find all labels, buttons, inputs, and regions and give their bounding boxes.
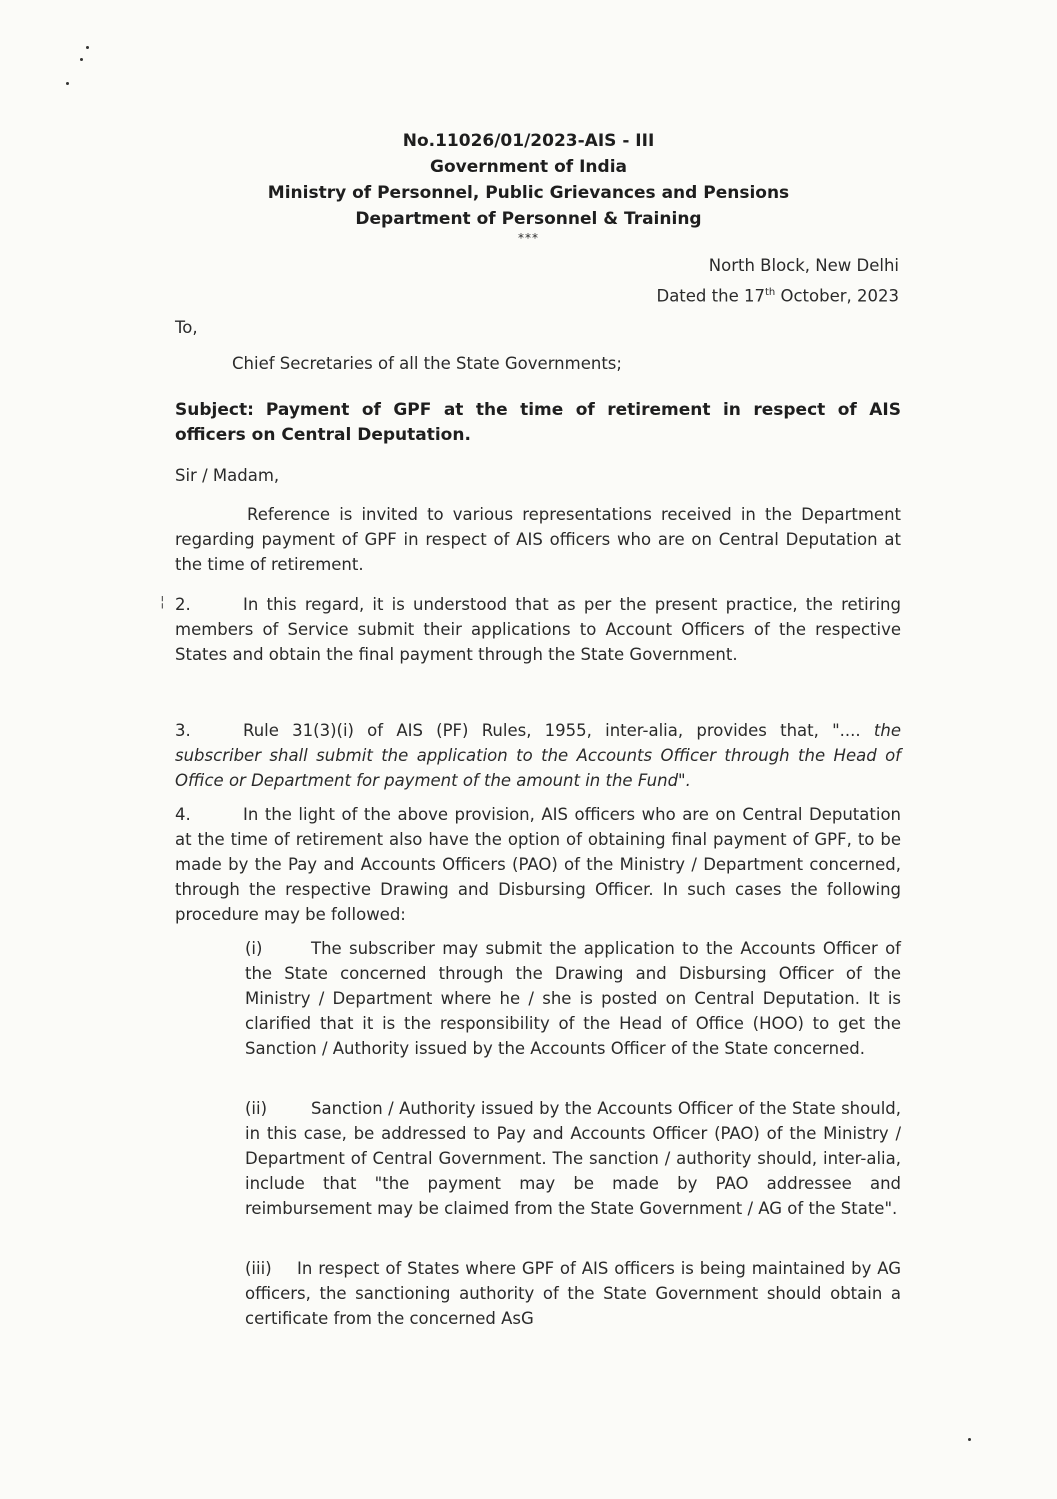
sub-point-iii: (iii) In respect of States where GPF of AIS officers is being maintained by AG officers, the sanctioning authority of the State Government should obtain a certificate from the concerned AsG bbox=[245, 1256, 901, 1331]
sub-point-number: (i) bbox=[245, 939, 263, 958]
department-name: Department of Personnel & Training bbox=[355, 209, 702, 229]
subject-label: Subject: bbox=[175, 400, 254, 420]
file-number: No.11026/01/2023-AIS - III bbox=[402, 131, 655, 151]
subject bbox=[175, 398, 901, 448]
paragraph-number: 3. bbox=[175, 721, 191, 740]
location: North Block, New Delhi bbox=[708, 256, 899, 275]
paragraph-number: 4. bbox=[175, 805, 191, 824]
sub-point-ii: (ii) Sanction / Authority issued by the Accounts Officer of the State should, in this case, be addressed to Pay and Accounts Officer (PAO) of the Ministry / Department of Central Government. The sanction / authority should, inter-alia, include that "the payment may be made by PAO addressee and reimbursement may be claimed from the State Government / AG of the State". bbox=[245, 1096, 901, 1221]
rule-quote: the subscriber shall submit the application to the Accounts Officer through the Head of Office or Department for payment of the amount in the Fund". bbox=[175, 721, 901, 790]
to-line: To, bbox=[175, 318, 198, 337]
subject-text: Payment of GPF at the time of retirement in respect of AIS officers on Central Deputation. bbox=[175, 400, 901, 445]
scan-speck bbox=[66, 82, 69, 85]
scan-speck bbox=[86, 46, 89, 49]
addressee: Chief Secretaries of all the State Governments; bbox=[232, 354, 622, 373]
paragraph-2: 2. In this regard, it is understood that as per the present practice, the retiring members of Service submit their applications to Account Officers of the respective States and obtain the final payment through the State Government. bbox=[175, 592, 901, 667]
paragraph-3: 3. Rule 31(3)(i) of AIS (PF) Rules, 1955, inter-alia, provides that, ".... the subscriber shall submit the application to the Accounts Officer through the Head of Office or Department for payment of the amount in the Fund". bbox=[175, 718, 901, 793]
date: Dated the 17th October, 2023 bbox=[656, 286, 899, 306]
sub-point-number: (iii) bbox=[245, 1259, 272, 1278]
ministry-name: Ministry of Personnel, Public Grievances and Pensions bbox=[267, 183, 790, 203]
header-separator: *** bbox=[518, 231, 539, 245]
sub-point-number: (ii) bbox=[245, 1099, 268, 1118]
scan-speck bbox=[968, 1438, 971, 1441]
paragraph-number: 2. bbox=[175, 595, 191, 614]
scan-speck bbox=[80, 58, 83, 61]
letter-header bbox=[0, 128, 1057, 244]
salutation: Sir / Madam, bbox=[175, 466, 280, 485]
place-date-block bbox=[656, 252, 899, 310]
government-name: Government of India bbox=[429, 157, 627, 177]
sub-point-i: (i) The subscriber may submit the application to the Accounts Officer of the State concerned through the Drawing and Disbursing Officer of the Ministry / Department where he / she is posted on Central Deputation. It is clarified that it is the responsibility of the Head of Office (HOO) to get the Sanction / Authority issued by the Accounts Officer of the State concerned. bbox=[245, 936, 901, 1061]
paragraph-1: Reference is invited to various representations received in the Department regarding payment of GPF in respect of AIS officers who are on Central Deputation at the time of retirement. bbox=[175, 505, 901, 574]
margin-mark: ¦ bbox=[160, 594, 165, 610]
paragraph-4: 4. In the light of the above provision, AIS officers who are on Central Deputation at the time of retirement also have the option of obtaining final payment of GPF, to be made by the Pay and Accounts Officers (PAO) of the Ministry / Department concerned, through the respective Drawing and Disbursing Officer. In such cases the following procedure may be followed: bbox=[175, 802, 901, 927]
